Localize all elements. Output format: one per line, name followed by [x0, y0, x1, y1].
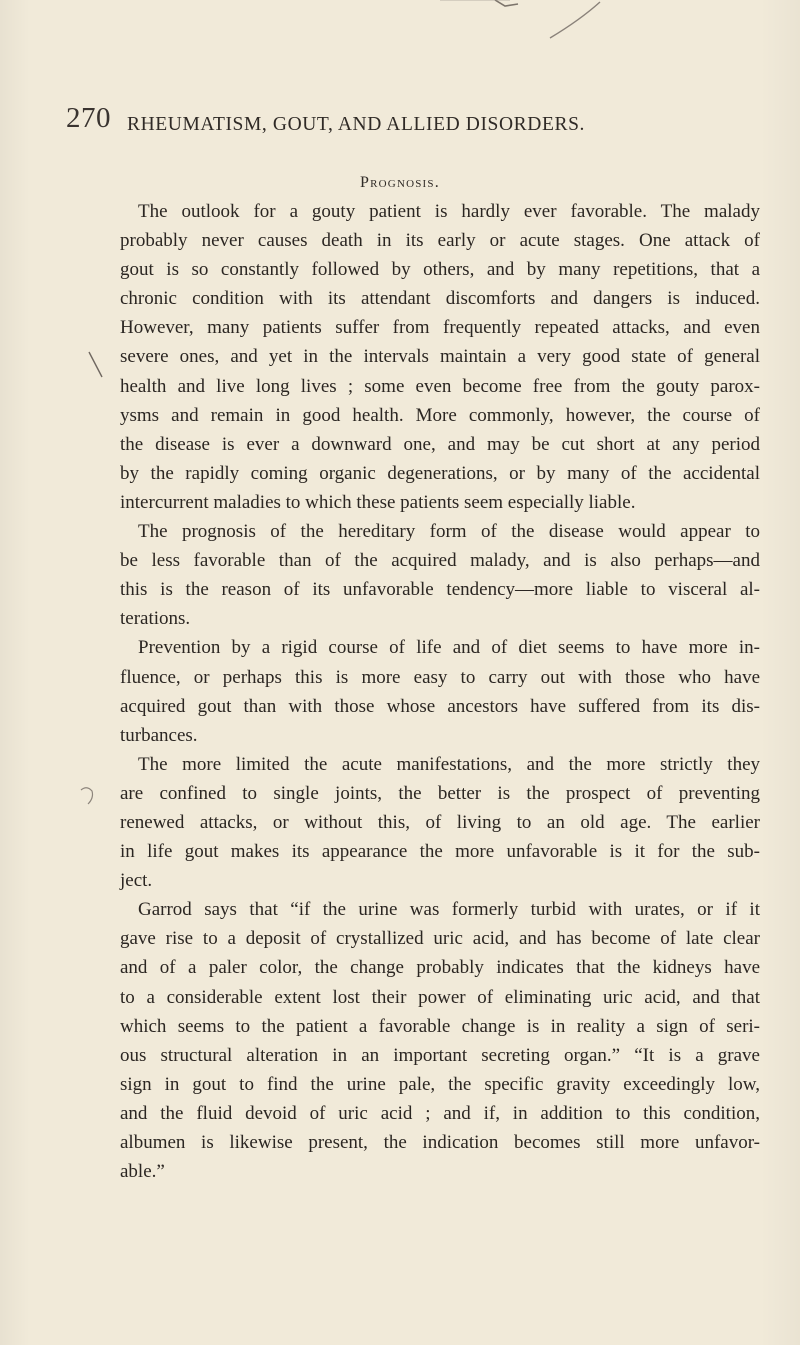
scan-artifact-mark — [400, 0, 630, 50]
text-line: and the fluid devoid of uric acid ; and if, in addition to this condition, — [120, 1102, 760, 1124]
text-line: this is the reason of its unfavorable tendency—more liable to visceral al- — [120, 579, 760, 601]
text-line: ject. — [120, 870, 153, 892]
paragraph — [120, 633, 760, 749]
body-text — [120, 197, 760, 1186]
text-line: fluence, or perhaps this is more easy to carry out with those who have — [120, 666, 760, 688]
text-line: However, many patients suffer from frequently repeated attacks, and even — [120, 317, 760, 339]
paragraph — [120, 197, 760, 517]
text-line: probably never causes death in its early or acute stages. One attack of — [120, 230, 760, 252]
text-line: Prevention by a rigid course of life and of diet seems to have more in- — [138, 637, 760, 659]
text-line: sign in gout to find the urine pale, the specific gravity exceedingly low, — [120, 1073, 760, 1095]
text-line: are confined to single joints, the better is the prospect of preventing — [120, 782, 760, 804]
text-line: turbances. — [120, 724, 198, 746]
text-line: be less favorable than of the acquired malady, and is also perhaps—and — [120, 550, 760, 572]
text-line: Garrod says that “if the urine was formerly turbid with urates, or if it — [138, 899, 760, 921]
paragraph — [120, 895, 760, 1186]
margin-pencil-mark — [86, 350, 106, 380]
text-line: ous structural alteration in an important secreting organ.” “It is a grave — [120, 1044, 760, 1066]
text-line: gave rise to a deposit of crystallized uric acid, and has become of late clear — [120, 928, 760, 950]
text-line: intercurrent maladies to which these patients seem especially liable. — [120, 491, 636, 513]
text-line: ysms and remain in good health. More commonly, however, the course of — [120, 404, 760, 426]
text-line: The more limited the acute manifestations, and the more strictly they — [138, 753, 760, 775]
running-title: RHEUMATISM, GOUT, AND ALLIED DISORDERS. — [127, 114, 586, 135]
text-line: by the rapidly coming organic degenerations, or by many of the accidental — [120, 462, 760, 484]
text-line: and of a paler color, the change probably indicates that the kidneys have — [120, 957, 760, 979]
text-line: which seems to the patient a favorable change is in reality a sign of seri- — [120, 1015, 760, 1037]
text-line: terations. — [120, 608, 191, 630]
paragraph — [120, 750, 760, 895]
paragraph — [120, 517, 760, 633]
text-line: renewed attacks, or without this, of living to an old age. The earlier — [120, 811, 760, 833]
margin-pencil-mark — [78, 784, 100, 808]
running-head — [66, 102, 766, 142]
text-line: to a considerable extent lost their power of eliminating uric acid, and that — [120, 986, 760, 1008]
text-line: albumen is likewise present, the indication becomes still more unfavor- — [120, 1132, 760, 1153]
text-line: severe ones, and yet in the intervals maintain a very good state of general — [120, 346, 760, 368]
text-line: The outlook for a gouty patient is hardly ever favorable. The malady — [138, 201, 760, 222]
text-line: chronic condition with its attendant discomforts and dangers is induced. — [120, 288, 760, 310]
page-number: 270 — [66, 102, 111, 134]
text-line: acquired gout than with those whose ancestors have suffered from its dis- — [120, 695, 760, 717]
text-line: able.” — [120, 1161, 165, 1183]
section-heading: Prognosis. — [360, 174, 440, 191]
text-line: in life gout makes its appearance the more unfavorable is it for the sub- — [120, 841, 760, 863]
text-line: The prognosis of the hereditary form of the disease would appear to — [138, 521, 760, 543]
text-line: the disease is ever a downward one, and may be cut short at any period — [120, 433, 760, 455]
text-line: gout is so constantly followed by others, and by many repetitions, that a — [120, 259, 760, 281]
text-line: health and live long lives ; some even become free from the gouty parox- — [120, 375, 760, 397]
